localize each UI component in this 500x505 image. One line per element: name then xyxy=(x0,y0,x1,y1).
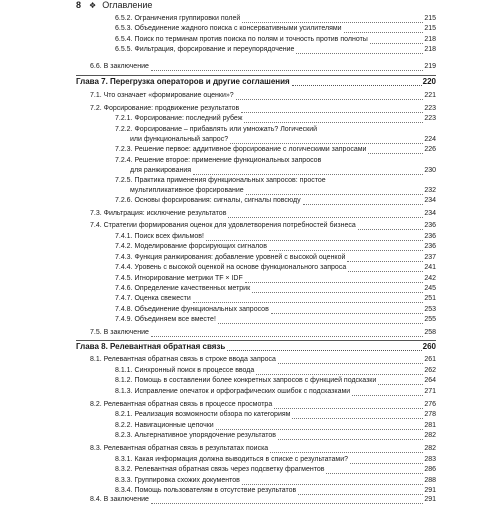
toc-dot-leader xyxy=(303,196,423,205)
toc-dot-leader xyxy=(228,209,423,218)
toc-page-number: 236 xyxy=(424,233,436,240)
toc-entry[interactable] xyxy=(115,114,436,124)
toc-page-number: 219 xyxy=(424,63,436,70)
toc-chapter-entry[interactable] xyxy=(76,77,436,87)
toc-entry[interactable] xyxy=(90,221,436,231)
toc-page-number: 226 xyxy=(424,146,436,153)
toc-page-number: 237 xyxy=(424,254,436,261)
toc-entry-title: 8.2.2. Навигационные цепочки xyxy=(115,422,214,429)
toc-entry-title: 8.3.1. Какая информация должна выводиться в списке с результатами? xyxy=(115,456,349,463)
running-title: Оглавление xyxy=(102,0,153,10)
toc-page-number: 282 xyxy=(424,432,436,439)
toc-entry-title: 6.5.2. Ограничения группировки полей xyxy=(115,15,241,22)
toc-entry-continuation[interactable] xyxy=(130,186,436,196)
toc-page-number: 271 xyxy=(424,388,436,395)
toc-page-number: 218 xyxy=(424,46,436,53)
toc-dot-leader xyxy=(368,145,423,154)
toc-page-number: 234 xyxy=(424,197,436,204)
toc-dot-leader xyxy=(278,431,423,440)
toc-entry[interactable] xyxy=(115,455,436,465)
toc-dot-leader xyxy=(352,387,423,396)
toc-entry[interactable] xyxy=(90,209,436,219)
toc-chapter-entry[interactable] xyxy=(76,342,436,352)
toc-entry-title: 7.4.5. Игнорирование метрики TF × IDF xyxy=(115,275,243,282)
toc-entry-title: 8.1.2. Помощь в составлении более конкретных запросов с функцией подсказки xyxy=(115,377,377,384)
separator-glyph: ❖ xyxy=(89,1,97,10)
toc-entry[interactable] xyxy=(115,431,436,441)
toc-dot-leader xyxy=(344,24,423,33)
chapter-rule xyxy=(76,340,436,341)
toc-dot-leader xyxy=(256,366,423,375)
toc-entry-title: 8.2.1. Реализация возможности обзора по категориям xyxy=(115,411,291,418)
toc-page-number: 264 xyxy=(424,377,436,384)
toc-page-number: 232 xyxy=(424,187,436,194)
page-number: 8 xyxy=(76,0,82,10)
toc-entry[interactable] xyxy=(115,305,436,315)
toc-dot-leader xyxy=(242,476,423,485)
toc-dot-leader xyxy=(193,166,423,175)
toc-entry-title: 7.4.8. Объединение функциональных запросов xyxy=(115,306,269,313)
toc-entry[interactable] xyxy=(115,294,436,304)
toc-entry[interactable] xyxy=(115,253,436,263)
toc-page-number: 221 xyxy=(424,92,436,99)
toc-page-number: 224 xyxy=(424,136,436,143)
toc-dot-leader xyxy=(347,253,423,262)
toc-entry-continuation[interactable] xyxy=(130,166,436,176)
toc-page-number: 251 xyxy=(424,295,436,302)
toc-page-number: 215 xyxy=(424,25,436,32)
toc-entry-title: 7.4. Стратегии формирования оценок для удовлетворения потребностей бизнеса xyxy=(90,222,356,229)
toc-dot-leader xyxy=(206,232,423,241)
toc-dot-leader xyxy=(236,91,423,100)
toc-dot-leader xyxy=(218,315,423,324)
toc-entry[interactable] xyxy=(115,14,436,24)
toc-dot-leader xyxy=(350,455,423,464)
toc-dot-leader xyxy=(292,410,423,419)
toc-entry-title: 6.5.5. Фильтрация, форсирование и переупорядочение xyxy=(115,46,295,53)
toc-page-number: 223 xyxy=(424,105,436,112)
toc-dot-leader xyxy=(193,294,423,303)
toc-dot-leader xyxy=(242,14,423,23)
toc-entry-title: 8.4. В заключение xyxy=(90,496,149,503)
toc-entry-title: 7.5. В заключение xyxy=(90,329,149,336)
toc-entry-title: или функциональный запрос? xyxy=(130,136,229,143)
toc-entry-title: 7.2.4. Решение второе: применение функциональных запросов xyxy=(115,157,322,164)
toc-dot-leader xyxy=(244,114,423,123)
toc-entry-title: 8.1.3. Исправление опечаток и орфографических ошибок с подсказками xyxy=(115,388,351,395)
toc-page-number: 288 xyxy=(424,477,436,484)
toc-entry-title: 7.3. Фильтрация: исключение результатов xyxy=(90,210,227,217)
toc-entry[interactable] xyxy=(115,421,436,431)
toc-entry[interactable] xyxy=(90,328,436,338)
toc-dot-leader xyxy=(151,62,423,71)
toc-dot-leader xyxy=(230,135,423,144)
toc-page-number: 262 xyxy=(424,367,436,374)
toc-page-number: 220 xyxy=(422,77,436,86)
toc-dot-leader xyxy=(326,465,423,474)
toc-page-number: 282 xyxy=(424,445,436,452)
toc-page-number: 241 xyxy=(424,264,436,271)
toc-entry[interactable] xyxy=(115,145,436,155)
toc-entry[interactable] xyxy=(90,91,436,101)
toc-dot-leader xyxy=(245,274,423,283)
toc-dot-leader xyxy=(292,77,422,86)
toc-page-number: 286 xyxy=(424,466,436,473)
toc-entry-title: 6.5.4. Поиск по терминам против поиска по полям и точность против полноты xyxy=(115,36,368,43)
toc-entry-title: 7.1. Что означает «формирование оценки»? xyxy=(90,92,234,99)
toc-page-number: 283 xyxy=(424,456,436,463)
toc-page-number: 236 xyxy=(424,222,436,229)
toc-page-number: 245 xyxy=(424,285,436,292)
toc-entry[interactable] xyxy=(115,125,436,135)
toc-entry-title: 7.4.6. Определение качественных метрик xyxy=(115,285,251,292)
toc-entry[interactable] xyxy=(115,176,436,186)
toc-dot-leader xyxy=(348,263,423,272)
toc-entry-title: 7.2.2. Форсирование – прибавлять или умножать? Логический xyxy=(115,126,318,133)
toc-entry[interactable] xyxy=(115,242,436,252)
toc-page-number: 278 xyxy=(424,411,436,418)
toc-page-number: 276 xyxy=(424,401,436,408)
toc-page-number: 255 xyxy=(424,316,436,323)
toc-entry-title: 7.4.2. Моделирование форсирующих сигналов xyxy=(115,243,267,250)
toc-entry[interactable] xyxy=(115,24,436,34)
toc-entry[interactable] xyxy=(90,355,436,365)
toc-page-number: 223 xyxy=(424,115,436,122)
toc-page-number: 234 xyxy=(424,210,436,217)
toc-entry[interactable] xyxy=(115,410,436,420)
toc-entry-continuation[interactable] xyxy=(130,135,436,145)
toc-dot-leader xyxy=(358,221,423,230)
toc-entry[interactable] xyxy=(115,35,436,45)
toc-entry[interactable] xyxy=(115,366,436,376)
toc-entry[interactable] xyxy=(115,274,436,284)
toc-entry-title: 7.2.5. Практика применения функциональных запросов: простое xyxy=(115,177,326,184)
toc-entry[interactable] xyxy=(115,156,436,166)
toc-dot-leader xyxy=(378,376,423,385)
toc-entry[interactable] xyxy=(90,62,436,72)
toc-page-number: 291 xyxy=(424,487,436,494)
toc-dot-leader xyxy=(241,104,423,113)
toc-entry-title: 8.2. Релевантная обратная связь в процессе просмотра xyxy=(90,401,273,408)
toc-entry[interactable] xyxy=(90,104,436,114)
toc-entry[interactable] xyxy=(115,465,436,475)
toc-dot-leader xyxy=(298,486,423,495)
toc-entry-title: 8.3.2. Релевантная обратная связь через подсветку фрагментов xyxy=(115,466,325,473)
toc-dot-leader xyxy=(370,35,423,44)
toc-page-number: 215 xyxy=(424,15,436,22)
toc-entry-title: 7.4.7. Оценка свежести xyxy=(115,295,191,302)
toc-dot-leader xyxy=(278,355,423,364)
toc-entry[interactable] xyxy=(90,495,436,505)
toc-entry[interactable] xyxy=(115,476,436,486)
toc-entry-title: 7.4.3. Функция ранжирования: добавление уровней с высокой оценкой xyxy=(115,254,346,261)
toc-entry-title: 6.6. В заключение xyxy=(90,63,149,70)
toc-dot-leader xyxy=(270,444,423,453)
toc-page-number: 281 xyxy=(424,422,436,429)
toc-entry[interactable] xyxy=(90,400,436,410)
toc-entry-title: 7.4.1. Поиск всех фильмов! xyxy=(115,233,204,240)
toc-entry-title: 8.2.3. Альтернативное упорядочение результатов xyxy=(115,432,276,439)
toc-page-number: 253 xyxy=(424,306,436,313)
toc-entry-title: Глава 8. Релевантная обратная связь xyxy=(76,342,226,351)
toc-entry-title: 7.4.4. Уровень с высокой оценкой на основе функционального запроса xyxy=(115,264,347,271)
toc-entry[interactable] xyxy=(115,284,436,294)
toc-entry-title: Глава 7. Перегрузка операторов и другие соглашения xyxy=(76,77,290,86)
toc-entry-title: 6.5.3. Объединение жадного поиска с консервативными усилителями xyxy=(115,25,342,32)
toc-page-number: 218 xyxy=(424,36,436,43)
toc-dot-leader xyxy=(151,328,423,337)
toc-entry[interactable] xyxy=(115,263,436,273)
toc-page-number: 236 xyxy=(424,243,436,250)
toc-dot-leader xyxy=(269,242,423,251)
toc-entry-title: 7.2.1. Форсирование: последний рубеж xyxy=(115,115,243,122)
toc-page-number: 258 xyxy=(424,329,436,336)
toc-dot-leader xyxy=(246,186,423,195)
toc-dot-leader xyxy=(216,421,423,430)
toc-page-number: 242 xyxy=(424,275,436,282)
toc-entry[interactable] xyxy=(115,232,436,242)
toc-entry-title: 8.1.1. Синхронный поиск в процессе ввода xyxy=(115,367,255,374)
toc-entry[interactable] xyxy=(115,376,436,386)
toc-entry-title: 7.2.6. Основы форсирования: сигналы, сигналы повсюду xyxy=(115,197,301,204)
toc-entry[interactable] xyxy=(115,315,436,325)
toc-page-number: 261 xyxy=(424,356,436,363)
toc-entry[interactable] xyxy=(115,196,436,206)
toc-entry-title: 8.3. Релевантная обратная связь в результатах поиска xyxy=(90,445,269,452)
toc-entry-title: 8.1. Релевантная обратная связь в строке ввода запроса xyxy=(90,356,276,363)
toc-dot-leader xyxy=(227,342,421,351)
toc-entry[interactable] xyxy=(90,444,436,454)
toc-entry-title: 7.2.3. Решение первое: аддитивное форсирование с логическими запросами xyxy=(115,146,367,153)
toc-entry-title: для ранжирования xyxy=(130,167,192,174)
toc-entry-title: 8.3.4. Помощь пользователям в отсутствие результатов xyxy=(115,487,297,494)
toc-page-number: 260 xyxy=(422,342,436,351)
toc-dot-leader xyxy=(296,45,423,54)
toc-dot-leader xyxy=(271,305,423,314)
toc-entry-title: мультипликативное форсирование xyxy=(130,187,244,194)
toc-entry-title: 7.2. Форсирование: продвижение результатов xyxy=(90,105,240,112)
chapter-rule xyxy=(76,75,436,76)
toc-entry[interactable] xyxy=(115,387,436,397)
toc-page-number: 291 xyxy=(424,496,436,503)
toc-dot-leader xyxy=(252,284,423,293)
toc-page-number: 230 xyxy=(424,167,436,174)
toc-dot-leader xyxy=(274,400,423,409)
toc-entry-title: 8.3.3. Группировка схожих документов xyxy=(115,477,240,484)
toc-entry[interactable] xyxy=(115,45,436,55)
toc-entry-title: 7.4.9. Объединяем все вместе! xyxy=(115,316,216,323)
